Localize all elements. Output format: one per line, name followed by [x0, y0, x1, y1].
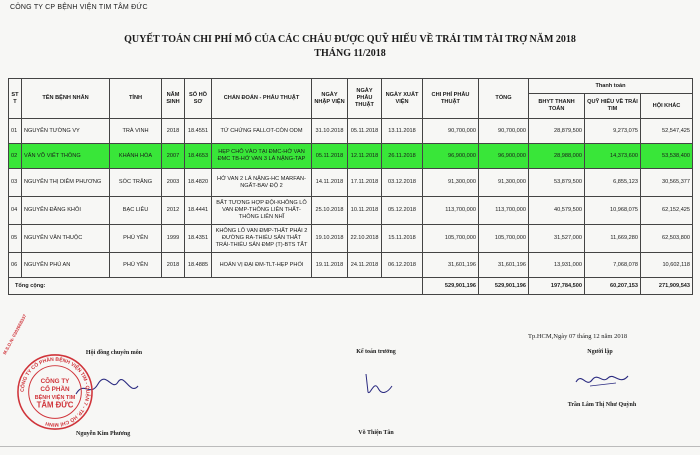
- table-row-highlighted: [9, 144, 693, 169]
- total-insurance: 197,784,500: [529, 278, 585, 295]
- header-other: HỘI KHÁC: [641, 94, 693, 119]
- cell-surgery-date: 17.11.2018: [348, 169, 382, 197]
- cell-surgery-date: 10.11.2018: [348, 197, 382, 225]
- cell-stt: 05: [9, 225, 22, 253]
- stamp-line-2: CỔ PHẦN: [40, 386, 70, 394]
- cell-birth-year: 2003: [162, 169, 185, 197]
- stamp-line-1: CÔNG TY: [40, 378, 70, 386]
- cell-record-no: 18.4441: [185, 197, 212, 225]
- cell-province: BẠC LIÊU: [110, 197, 162, 225]
- signature-preparer: [560, 349, 640, 355]
- cell-surgery-date: 12.11.2018: [348, 144, 382, 169]
- cell-record-no: 18.4885: [185, 253, 212, 278]
- signature-medical-name-block: [54, 431, 204, 437]
- cell-other: 62,152,425: [641, 197, 693, 225]
- cell-surgery-cost: 31,601,196: [423, 253, 479, 278]
- cell-insurance: 28,879,500: [529, 119, 585, 144]
- cell-province: PHÚ YÊN: [110, 225, 162, 253]
- handwritten-signature-preparer: [572, 366, 632, 392]
- signature-accountant-name-block: [326, 430, 426, 436]
- table-row: [9, 119, 693, 144]
- cell-insurance: 40,579,500: [529, 197, 585, 225]
- cell-total: 91,300,000: [479, 169, 529, 197]
- header-total: TỔNG: [479, 79, 529, 119]
- cell-discharge-date: 15.11.2018: [382, 225, 423, 253]
- document-subtitle: THÁNG 11/2018: [314, 48, 386, 59]
- cell-birth-year: 2012: [162, 197, 185, 225]
- cell-other: 30,565,377: [641, 169, 693, 197]
- header-discharge-date: NGÀY XUẤT VIỆN: [382, 79, 423, 119]
- stamp-code: M.S.D.N: 0302668337: [2, 313, 28, 356]
- cell-surgery-cost: 96,900,000: [423, 144, 479, 169]
- cell-stt: 03: [9, 169, 22, 197]
- total-other: 271,909,543: [641, 278, 693, 295]
- cell-other: 52,547,425: [641, 119, 693, 144]
- table-row: [9, 225, 693, 253]
- cell-fund: 14,373,600: [585, 144, 641, 169]
- cell-stt: 02: [9, 144, 22, 169]
- header-stt: ST T: [9, 79, 22, 119]
- cell-surgery-date: 05.11.2018: [348, 119, 382, 144]
- cell-other: 10,602,118: [641, 253, 693, 278]
- cell-birth-year: 2018: [162, 253, 185, 278]
- header-surgery-cost: CHI PHÍ PHẪU THUẬT: [423, 79, 479, 119]
- cell-insurance: 28,988,000: [529, 144, 585, 169]
- stamp-line-4: TÂM ĐỨC: [36, 400, 74, 410]
- header-payment: Thanh toán: [529, 79, 693, 94]
- cell-total: 90,700,000: [479, 119, 529, 144]
- document-title: QUYẾT TOÁN CHI PHÍ MỔ CỦA CÁC CHÁU ĐƯỢC QUỸ HIẾU VỀ TRÁI TIM TÀI TRỢ NĂM 2018: [124, 34, 576, 45]
- cell-total: 105,700,000: [479, 225, 529, 253]
- cell-name: VĂN VÕ VIẾT THÔNG: [22, 144, 110, 169]
- table-row: [9, 197, 693, 225]
- cell-name: NGUYỄN ĐĂNG KHÔI: [22, 197, 110, 225]
- cell-total: 96,900,000: [479, 144, 529, 169]
- cell-admit-date: 05.11.2018: [312, 144, 348, 169]
- settlement-table: [8, 78, 693, 295]
- cell-stt: 01: [9, 119, 22, 144]
- cell-province: TRÀ VINH: [110, 119, 162, 144]
- company-name: CÔNG TY CP BỆNH VIỆN TIM TÂM ĐỨC: [10, 4, 148, 11]
- cell-discharge-date: 03.12.2018: [382, 169, 423, 197]
- table-row: [9, 253, 693, 278]
- header-fund: QUỸ HIẾU VỀ TRÁI TIM: [585, 94, 641, 119]
- cell-province: SÓC TRĂNG: [110, 169, 162, 197]
- stamp-line-3: BỆNH VIỆN TIM: [34, 394, 76, 401]
- cell-birth-year: 2018: [162, 119, 185, 144]
- cell-insurance: 31,527,000: [529, 225, 585, 253]
- signature-name: Võ Thiện Tân: [358, 430, 394, 436]
- cell-diagnosis: HOÁN VỊ ĐẠI ĐM-TLT-HẸP PHỔI: [212, 253, 312, 278]
- cell-discharge-date: 26.11.2018: [382, 144, 423, 169]
- cell-admit-date: 14.11.2018: [312, 169, 348, 197]
- header-province: TỈNH: [110, 79, 162, 119]
- header-birth-year: NĂM SINH: [162, 79, 185, 119]
- cell-stt: 04: [9, 197, 22, 225]
- cell-diagnosis: HỞ VAN 2 LÁ NẶNG-HC MARFAN-NGẤT-BAV ĐỘ 2: [212, 169, 312, 197]
- cell-record-no: 18.4351: [185, 225, 212, 253]
- signature-preparer-name-block: [532, 402, 672, 408]
- company-stamp: [16, 353, 94, 431]
- cell-fund: 10,968,075: [585, 197, 641, 225]
- cell-birth-year: 1999: [162, 225, 185, 253]
- cell-name: NGUYỄN TƯỜNG VY: [22, 119, 110, 144]
- cell-province: KHÁNH HÒA: [110, 144, 162, 169]
- signing-date: Tp.HCM,Ngày 07 tháng 12 năm 2018: [528, 333, 628, 340]
- signature-name: Nguyễn Kim Phương: [76, 431, 131, 437]
- totals-label: Tổng cộng:: [9, 278, 423, 295]
- cell-fund: 7,068,078: [585, 253, 641, 278]
- cell-admit-date: 25.10.2018: [312, 197, 348, 225]
- cell-surgery-date: 22.10.2018: [348, 225, 382, 253]
- cell-total: 31,601,196: [479, 253, 529, 278]
- signature-title: Hội đồng chuyên môn: [85, 350, 143, 356]
- handwritten-signature-accountant: [358, 370, 398, 398]
- header-surgery-date: NGÀY PHẪU THUẬT: [348, 79, 382, 119]
- cell-surgery-cost: 90,700,000: [423, 119, 479, 144]
- cell-fund: 6,855,123: [585, 169, 641, 197]
- header-admit-date: NGÀY NHẬP VIỆN: [312, 79, 348, 119]
- total-surgery-cost: 529,901,196: [423, 278, 479, 295]
- header-diagnosis: CHẨN ĐOÁN - PHẪU THUẬT: [212, 79, 312, 119]
- cell-diagnosis: KHÔNG LỖ VAN ĐMP-THẤT PHẢI 2 ĐƯỜNG RA-THIỂU SẢN THẤT TRÁI-THIỂU SẢN ĐMP (T)-BTS TẮT: [212, 225, 312, 253]
- cell-birth-year: 2007: [162, 144, 185, 169]
- cell-discharge-date: 13.11.2018: [382, 119, 423, 144]
- totals-row: [9, 278, 693, 295]
- cell-other: 62,503,800: [641, 225, 693, 253]
- cell-other: 53,538,400: [641, 144, 693, 169]
- cell-fund: 9,273,075: [585, 119, 641, 144]
- cell-name: NGUYỄN PHÚ AN: [22, 253, 110, 278]
- cell-admit-date: 19.10.2018: [312, 225, 348, 253]
- cell-surgery-cost: 91,300,000: [423, 169, 479, 197]
- header-record-no: SỐ HỒ SƠ: [185, 79, 212, 119]
- header-name: TÊN BỆNH NHÂN: [22, 79, 110, 119]
- cell-record-no: 18.4653: [185, 144, 212, 169]
- header-insurance: BHYT THANH TOÁN: [529, 94, 585, 119]
- total-total: 529,901,196: [479, 278, 529, 295]
- signature-title: Người lập: [587, 349, 613, 355]
- cell-diagnosis: TỨ CHỨNG FALLOT-CÒN ODM: [212, 119, 312, 144]
- total-fund: 60,207,153: [585, 278, 641, 295]
- cell-fund: 11,669,280: [585, 225, 641, 253]
- cell-diagnosis: HẸP CHỖ VÀO TẠI ĐMC-HỞ VAN ĐMC TB-HỞ VAN 3 LÁ NẶNG-TAP: [212, 144, 312, 169]
- cell-total: 113,700,000: [479, 197, 529, 225]
- cell-surgery-cost: 105,700,000: [423, 225, 479, 253]
- cell-discharge-date: 06.12.2018: [382, 253, 423, 278]
- cell-stt: 06: [9, 253, 22, 278]
- stamp-outer-text: CÔNG TY CỔ PHẦN BỆNH VIỆN TIM - QUẬN 7 - TP. HỒ CHÍ MINH: [19, 356, 91, 428]
- cell-discharge-date: 05.12.2018: [382, 197, 423, 225]
- cell-record-no: 18.4820: [185, 169, 212, 197]
- table-row: [9, 169, 693, 197]
- signature-accountant: [326, 349, 426, 355]
- cell-name: NGUYỄN VĂN THUỘC: [22, 225, 110, 253]
- cell-admit-date: 19.11.2018: [312, 253, 348, 278]
- cell-insurance: 13,931,000: [529, 253, 585, 278]
- cell-province: PHÚ YÊN: [110, 253, 162, 278]
- cell-surgery-date: 24.11.2018: [348, 253, 382, 278]
- cell-record-no: 18.4551: [185, 119, 212, 144]
- cell-diagnosis: BẤT TƯƠNG HỢP ĐỘI-KHÔNG LỖ VAN ĐMP-THÔNG LIÊN THẤT-THÔNG LIÊN NHĨ: [212, 197, 312, 225]
- cell-insurance: 53,879,500: [529, 169, 585, 197]
- divider: [0, 446, 700, 447]
- cell-name: NGUYỄN THỊ DIỄM PHƯƠNG: [22, 169, 110, 197]
- cell-surgery-cost: 113,700,000: [423, 197, 479, 225]
- signature-name: Trần Lâm Thị Như Quỳnh: [567, 402, 637, 408]
- cell-admit-date: 31.10.2018: [312, 119, 348, 144]
- signature-title: Kế toán trưởng: [356, 349, 396, 355]
